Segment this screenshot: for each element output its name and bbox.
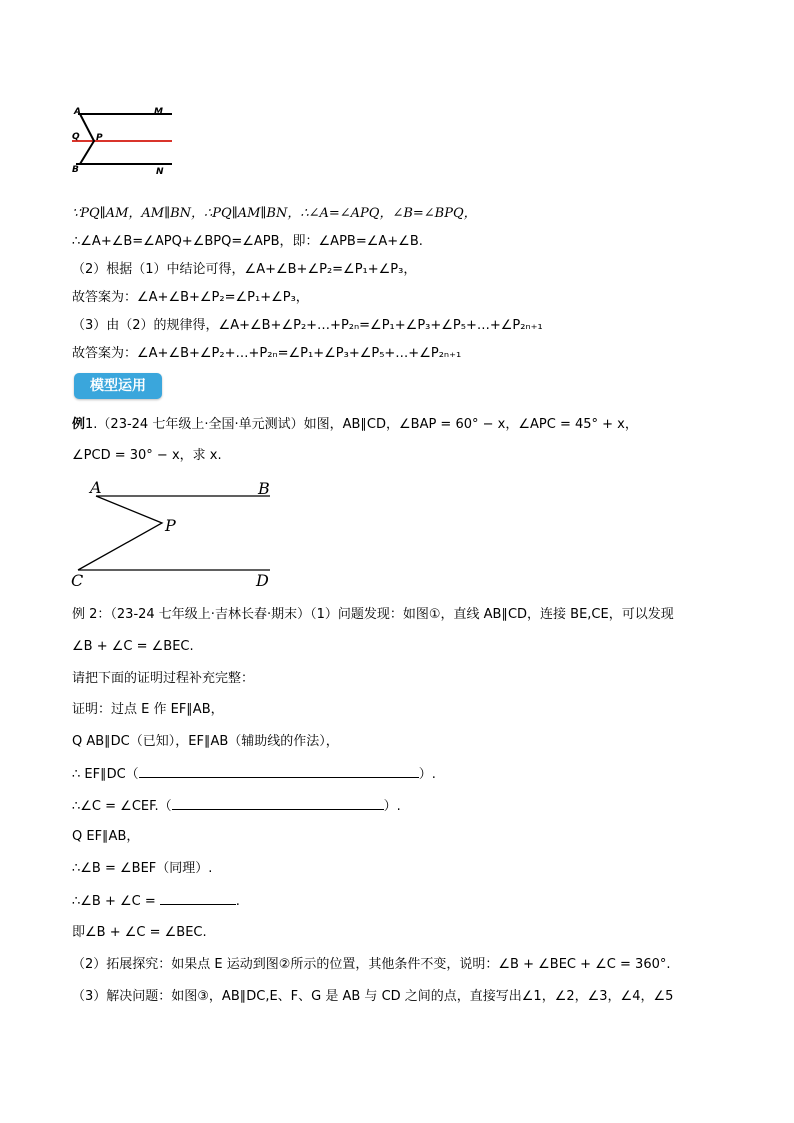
example-2-line-13: （3）解决问题：如图③，AB∥DC,E、F、G 是 AB 与 CD 之间的点，直接写出∠1，∠2，∠3，∠4，∠5 (72, 989, 674, 1004)
reason-2-blank[interactable] (172, 797, 384, 810)
line-apb (80, 114, 94, 164)
example-2-line-4: 证明：过点 E 作 EF∥AB， (72, 702, 224, 717)
solution-line-6: 故答案为：∠A+∠B+∠P₂+…+P₂ₙ=∠P₁+∠P₃+∠P₅+…+∠P₂ₙ₊₁ (72, 346, 462, 361)
solution-line-5: （3）由（2）的规律得，∠A+∠B+∠P₂+…+P₂ₙ=∠P₁+∠P₃+∠P₅+…+∠P₂ₙ₊₁ (72, 318, 543, 333)
reason-2-suffix: ）. (383, 799, 401, 814)
example-2-line-6 (72, 765, 436, 784)
solution-line-3: （2）根据（1）中结论可得，∠A+∠B+∠P₂=∠P₁+∠P₃， (72, 262, 417, 277)
label-c: C (71, 571, 84, 590)
label-d: D (256, 571, 269, 590)
example-2-line-2: ∠B + ∠C = ∠BEC. (72, 639, 194, 654)
sum-suffix: . (235, 894, 240, 909)
example-1-text: 1.（23-24 七年级上·全国·单元测试）如图，AB∥CD，∠BAP = 60° − x，∠APC = 45° + x， (85, 417, 638, 432)
label-a: A (90, 478, 102, 497)
figure-parallel-lines-pq (68, 102, 188, 182)
example-2-line-5: Q AB∥DC（已知），EF∥AB（辅助线的作法）， (72, 734, 339, 749)
solution-line-4: 故答案为：∠A+∠B+∠P₂=∠P₁+∠P₃， (72, 290, 309, 305)
reason-2-prefix: ∴∠C = ∠CEF.（ (72, 799, 172, 814)
solution-line-2: ∴∠A+∠B=∠APQ+∠BPQ=∠APB，即：∠APB=∠A+∠B. (72, 234, 423, 249)
example-1-prefix: 例 (72, 417, 86, 432)
example-2-line-11: 即∠B + ∠C = ∠BEC. (72, 925, 207, 940)
sum-prefix: ∴∠B + ∠C = (72, 894, 156, 909)
label-a: A (74, 107, 81, 117)
example-1-line-2: ∠PCD = 30° − x，求 x. (72, 448, 222, 463)
label-q: Q (72, 132, 80, 142)
label-b: B (72, 165, 79, 175)
example-2-line-10 (72, 892, 240, 911)
example-2-line-9: ∴∠B = ∠BEF（同理）. (72, 861, 213, 876)
example-2-line-8: Q EF∥AB， (72, 829, 140, 844)
reason-1-blank[interactable] (139, 765, 419, 778)
label-m: M (154, 107, 163, 117)
example-2-line-3: 请把下面的证明过程补充完整： (72, 671, 255, 686)
figure-ab-cd-p (68, 478, 288, 590)
example-2-line-12: （2）拓展探究：如果点 E 运动到图②所示的位置，其他条件不变，说明：∠B + ∠BEC + ∠C = 360°. (72, 957, 671, 972)
label-p: P (96, 133, 103, 143)
example-1-line-1 (72, 416, 638, 434)
reason-1-suffix: ）. (418, 767, 436, 782)
example-2-line-1: 例 2：（23-24 七年级上·吉林长春·期末）（1）问题发现：如图①，直线 AB∥CD，连接 BE,CE，可以发现 (72, 607, 674, 622)
label-n: N (156, 167, 164, 177)
example-2-line-7 (72, 797, 401, 816)
sum-blank[interactable] (160, 892, 236, 905)
reason-1-prefix: ∴ EF∥DC（ (72, 767, 139, 782)
solution-line-1: ∵PQ∥AM，AM∥BN，∴PQ∥AM∥BN，∴∠A=∠APQ，∠B=∠BPQ， (72, 206, 477, 221)
label-p: P (165, 516, 176, 535)
line-apc (78, 496, 162, 570)
model-application-badge: 模型运用 (74, 373, 162, 399)
label-b: B (258, 479, 270, 498)
